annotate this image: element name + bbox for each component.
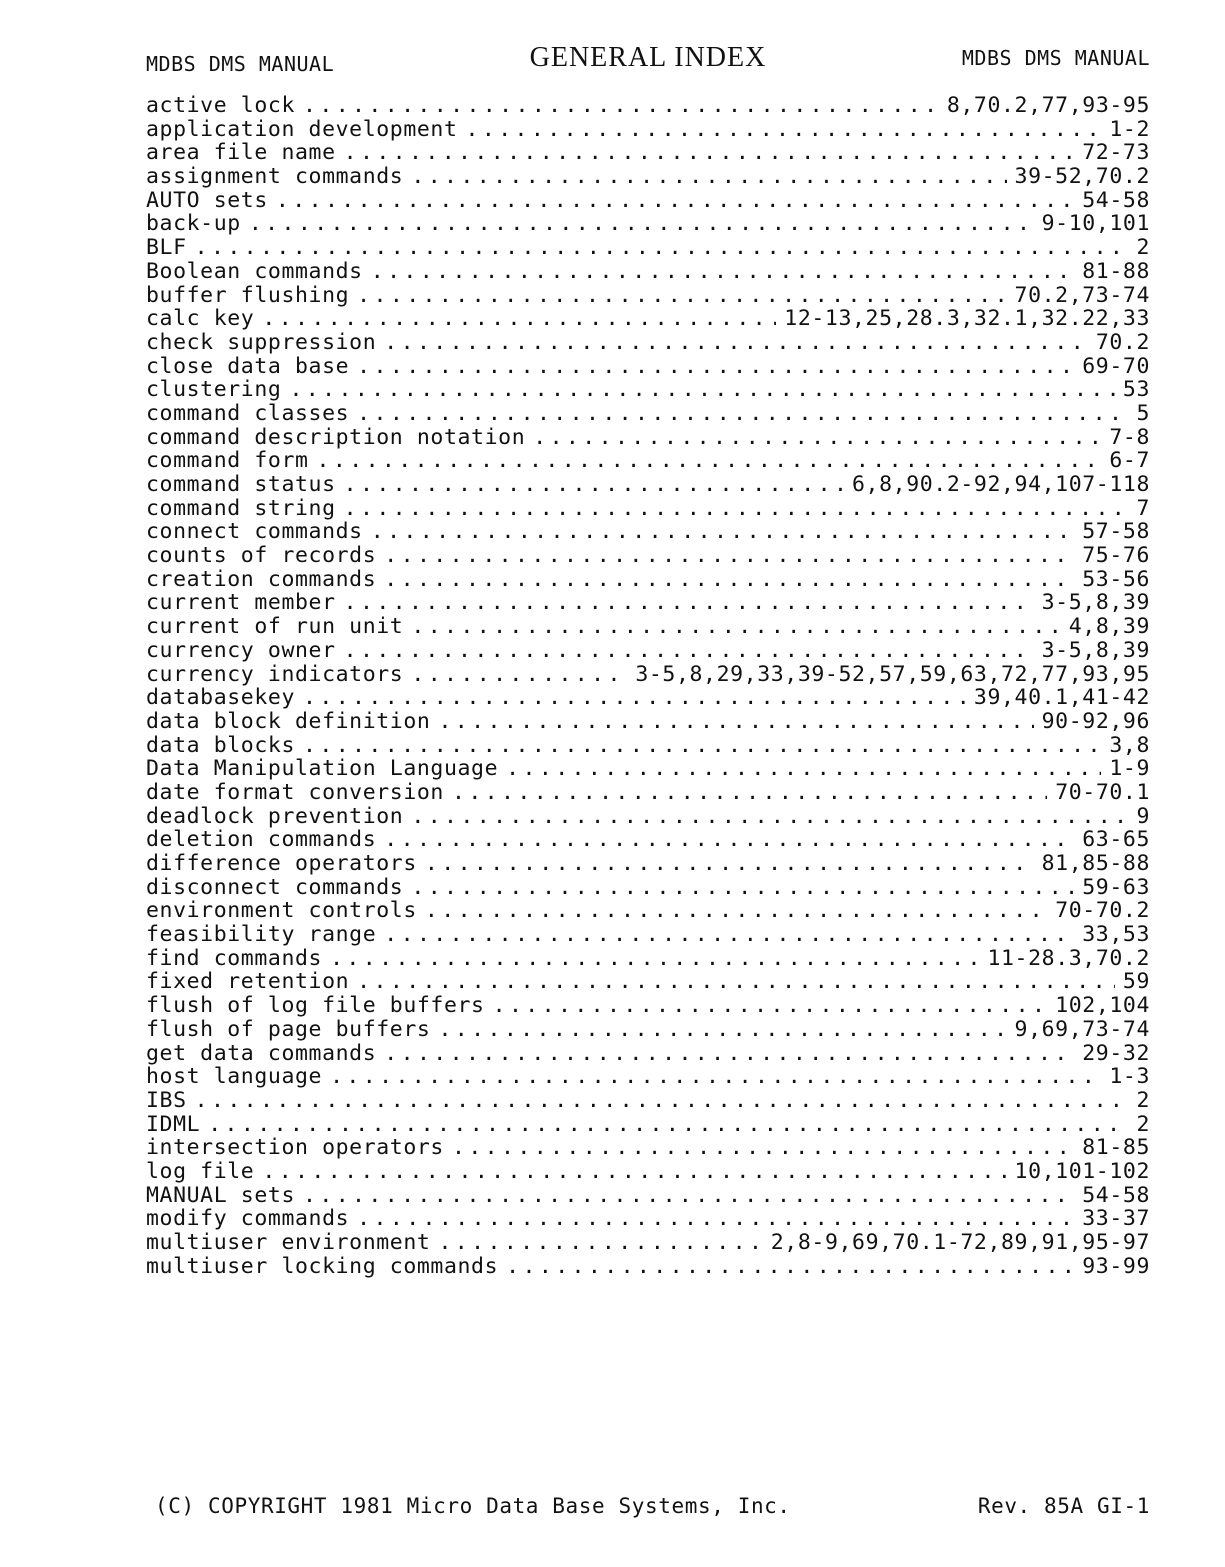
dot-leader xyxy=(384,568,1074,592)
index-entry xyxy=(146,402,1150,426)
dot-leader xyxy=(411,663,627,687)
index-entry xyxy=(146,828,1150,852)
index-entry xyxy=(146,686,1150,710)
dot-leader xyxy=(357,402,1128,426)
dot-leader xyxy=(344,497,1129,521)
index-entry xyxy=(146,331,1150,355)
index-page-refs: 9,69,73-74 xyxy=(1014,1017,1150,1042)
index-page-refs: 102,104 xyxy=(1055,994,1150,1018)
index-entry xyxy=(146,141,1150,165)
page-footer xyxy=(155,1494,1150,1524)
dot-leader xyxy=(452,781,1047,805)
index-page-refs: 39,40.1,41-42 xyxy=(973,686,1150,710)
index-term: command status xyxy=(146,473,336,497)
index-entry xyxy=(146,970,1150,994)
index-page-refs: 90-92,96 xyxy=(1041,709,1150,734)
page-header xyxy=(146,42,1150,82)
dot-leader xyxy=(371,520,1075,544)
index-entry xyxy=(146,805,1150,829)
dot-leader xyxy=(262,307,776,331)
dot-leader xyxy=(384,923,1074,947)
index-term: current member xyxy=(146,591,336,616)
index-page-refs: 33-37 xyxy=(1082,1207,1150,1231)
index-term: assignment commands xyxy=(146,165,404,189)
dot-leader xyxy=(411,615,1060,639)
index-term: Data Manipulation Language xyxy=(146,757,499,781)
index-page-refs: 75-76 xyxy=(1082,544,1150,568)
index-entry xyxy=(146,899,1150,923)
index-entry xyxy=(146,852,1150,876)
index-entry xyxy=(146,497,1150,521)
index-entry xyxy=(146,520,1150,544)
dot-leader xyxy=(344,591,1034,615)
index-page-refs: 6,8,90.2-92,94,107-118 xyxy=(852,473,1150,497)
index-page-refs: 59-63 xyxy=(1082,875,1150,900)
index-term: data block definition xyxy=(146,709,431,734)
index-page-refs: 8,70.2,77,93-95 xyxy=(946,94,1150,118)
index-page-refs: 70-70.2 xyxy=(1055,899,1150,924)
index-entry xyxy=(146,710,1150,734)
dot-leader xyxy=(289,378,1114,402)
index-term: modify commands xyxy=(146,1207,350,1231)
index-term: currency owner xyxy=(146,638,336,663)
index-term: command form xyxy=(146,449,309,473)
index-entry xyxy=(146,212,1150,236)
index-entry xyxy=(146,260,1150,284)
index-entry xyxy=(146,1207,1150,1231)
index-term: command string xyxy=(146,496,336,521)
dot-leader xyxy=(384,1042,1074,1066)
dot-leader xyxy=(317,449,1102,473)
header-left-manual-name: MDBS DMS MANUAL xyxy=(146,52,335,76)
index-page-refs: 70.2 xyxy=(1095,330,1150,355)
dot-leader xyxy=(384,544,1074,568)
header-right-manual-name: MDBS DMS MANUAL xyxy=(961,46,1150,70)
dot-leader xyxy=(276,189,1074,213)
dot-leader xyxy=(466,118,1102,142)
index-page-refs: 81-88 xyxy=(1082,259,1150,284)
index-term: MANUAL sets xyxy=(146,1183,295,1208)
index-page-refs: 3,8 xyxy=(1109,733,1150,758)
index-term: connect commands xyxy=(146,520,363,545)
index-page-refs: 81,85-88 xyxy=(1041,852,1150,876)
index-page-refs: 54-58 xyxy=(1082,188,1150,213)
dot-leader xyxy=(303,1184,1074,1208)
index-term: area file name xyxy=(146,141,336,166)
index-page-refs: 69-70 xyxy=(1082,354,1150,379)
index-term: command classes xyxy=(146,401,350,426)
dot-leader xyxy=(411,805,1128,829)
index-entry xyxy=(146,236,1150,260)
index-entry xyxy=(146,568,1150,592)
dot-leader xyxy=(411,876,1074,900)
index-list xyxy=(146,94,1150,1278)
index-term: log file xyxy=(146,1159,255,1184)
index-page-refs: 7-8 xyxy=(1109,425,1150,450)
index-page-refs: 70.2,73-74 xyxy=(1014,283,1150,308)
index-term: databasekey xyxy=(146,686,295,710)
index-page-refs: 10,101-102 xyxy=(1014,1159,1150,1184)
index-entry xyxy=(146,734,1150,758)
dot-leader xyxy=(384,331,1088,355)
index-term: command description notation xyxy=(146,425,526,450)
index-entry xyxy=(146,757,1150,781)
index-entry xyxy=(146,1184,1150,1208)
index-page-refs: 3-5,8,39 xyxy=(1041,638,1150,663)
index-entry xyxy=(146,1160,1150,1184)
index-page-refs: 2 xyxy=(1136,1112,1150,1137)
dot-leader xyxy=(195,236,1129,260)
index-entry xyxy=(146,1113,1150,1137)
index-page-refs: 9 xyxy=(1136,804,1150,829)
dot-leader xyxy=(303,734,1101,758)
index-entry xyxy=(146,355,1150,379)
index-entry xyxy=(146,663,1150,687)
index-term: active lock xyxy=(146,94,295,118)
dot-leader xyxy=(438,1231,762,1255)
index-page-refs: 53 xyxy=(1122,378,1150,402)
index-entry xyxy=(146,449,1150,473)
index-term: deletion commands xyxy=(146,828,377,852)
dot-leader xyxy=(208,1113,1128,1137)
dot-leader xyxy=(195,1089,1129,1113)
index-entry xyxy=(146,639,1150,663)
index-page-refs: 1-3 xyxy=(1109,1065,1150,1089)
index-term: multiuser environment xyxy=(146,1231,431,1255)
index-term: flush of log file buffers xyxy=(146,994,485,1018)
page-title: GENERAL INDEX xyxy=(529,42,767,73)
index-page-refs: 4,8,39 xyxy=(1068,615,1150,639)
dot-leader xyxy=(533,426,1101,450)
index-page-refs: 57-58 xyxy=(1082,520,1150,545)
index-page-refs: 53-56 xyxy=(1082,567,1150,592)
dot-leader xyxy=(357,970,1115,994)
index-term: data blocks xyxy=(146,733,295,758)
dot-leader xyxy=(357,1207,1074,1231)
dot-leader xyxy=(303,686,966,710)
index-page-refs: 9-10,101 xyxy=(1041,212,1150,237)
index-term: creation commands xyxy=(146,567,377,592)
index-entry xyxy=(146,165,1150,189)
index-entry xyxy=(146,544,1150,568)
index-entry xyxy=(146,1089,1150,1113)
index-term: BLF xyxy=(146,236,187,260)
index-term: flush of page buffers xyxy=(146,1017,431,1042)
index-term: calc key xyxy=(146,307,255,331)
index-term: disconnect commands xyxy=(146,875,404,900)
dot-leader xyxy=(344,639,1034,663)
dot-leader xyxy=(344,141,1075,165)
index-page-refs: 2 xyxy=(1136,236,1150,260)
dot-leader xyxy=(493,994,1048,1018)
index-entry xyxy=(146,1042,1150,1066)
index-page-refs: 1-9 xyxy=(1109,757,1150,781)
index-term: fixed retention xyxy=(146,970,350,995)
index-entry xyxy=(146,189,1150,213)
dot-leader xyxy=(411,165,1006,189)
index-term: environment controls xyxy=(146,899,417,924)
index-entry xyxy=(146,876,1150,900)
index-term: buffer flushing xyxy=(146,283,350,308)
revision-page-number: Rev. 85A GI-1 xyxy=(977,1494,1150,1518)
index-entry xyxy=(146,1255,1150,1279)
index-term: check suppression xyxy=(146,330,377,355)
index-entry xyxy=(146,118,1150,142)
dot-leader xyxy=(344,473,844,497)
index-entry xyxy=(146,426,1150,450)
dot-leader xyxy=(357,284,1006,308)
index-page-refs: 93-99 xyxy=(1082,1254,1150,1279)
index-entry xyxy=(146,284,1150,308)
index-entry xyxy=(146,994,1150,1018)
index-page-refs: 6-7 xyxy=(1109,449,1150,473)
index-entry xyxy=(146,307,1150,331)
index-page-refs: 72-73 xyxy=(1082,141,1150,166)
index-term: application development xyxy=(146,117,458,142)
dot-leader xyxy=(249,212,1034,236)
index-term: date format conversion xyxy=(146,780,444,805)
dot-leader xyxy=(330,947,979,971)
index-page-refs: 81-85 xyxy=(1082,1136,1150,1160)
dot-leader xyxy=(357,355,1074,379)
index-page-refs: 59 xyxy=(1122,970,1150,995)
index-entry xyxy=(146,923,1150,947)
index-term: get data commands xyxy=(146,1041,377,1066)
index-term: deadlock prevention xyxy=(146,804,404,829)
dot-leader xyxy=(438,1018,1006,1042)
index-entry xyxy=(146,615,1150,639)
index-page-refs: 1-2 xyxy=(1109,117,1150,142)
index-term: back-up xyxy=(146,212,241,237)
index-term: IDML xyxy=(146,1112,201,1137)
index-page-refs: 33,53 xyxy=(1082,923,1150,947)
index-term: clustering xyxy=(146,378,282,402)
index-entry xyxy=(146,94,1150,118)
index-term: current of run unit xyxy=(146,615,404,639)
dot-leader xyxy=(438,710,1033,734)
dot-leader xyxy=(506,1255,1074,1279)
index-entry xyxy=(146,378,1150,402)
dot-leader xyxy=(425,899,1047,923)
dot-leader xyxy=(425,852,1034,876)
dot-leader xyxy=(506,757,1101,781)
index-entry xyxy=(146,1018,1150,1042)
index-page-refs: 54-58 xyxy=(1082,1183,1150,1208)
index-term: difference operators xyxy=(146,852,417,876)
dot-leader xyxy=(262,1160,1006,1184)
index-page-refs: 7 xyxy=(1136,496,1150,521)
copyright-notice: (C) COPYRIGHT 1981 Micro Data Base Systems, Inc. xyxy=(155,1494,791,1518)
index-page-refs: 63-65 xyxy=(1082,828,1150,852)
index-page-refs: 12-13,25,28.3,32.1,32.22,33 xyxy=(784,307,1150,331)
index-entry xyxy=(146,1065,1150,1089)
index-entry xyxy=(146,591,1150,615)
index-term: AUTO sets xyxy=(146,188,268,213)
index-term: currency indicators xyxy=(146,662,404,687)
index-entry xyxy=(146,1231,1150,1255)
dot-leader xyxy=(452,1136,1074,1160)
index-page-refs: 70-70.1 xyxy=(1055,780,1150,805)
index-page-refs: 3-5,8,29,33,39-52,57,59,63,72,77,93,95 xyxy=(635,662,1150,687)
index-entry xyxy=(146,947,1150,971)
index-entry xyxy=(146,473,1150,497)
index-term: multiuser locking commands xyxy=(146,1254,499,1279)
index-page-refs: 2 xyxy=(1136,1088,1150,1113)
index-page-refs: 3-5,8,39 xyxy=(1041,591,1150,616)
index-page-refs: 2,8-9,69,70.1-72,89,91,95-97 xyxy=(770,1231,1150,1255)
index-term: find commands xyxy=(146,946,323,971)
index-entry xyxy=(146,781,1150,805)
dot-leader xyxy=(330,1065,1101,1089)
dot-leader xyxy=(371,260,1075,284)
index-term: close data base xyxy=(146,354,350,379)
index-page-refs: 11-28.3,70.2 xyxy=(987,946,1150,971)
index-term: IBS xyxy=(146,1088,187,1113)
index-page-refs: 29-32 xyxy=(1082,1041,1150,1066)
index-term: intersection operators xyxy=(146,1136,444,1160)
index-entry xyxy=(146,1136,1150,1160)
index-term: host language xyxy=(146,1065,323,1089)
index-term: counts of records xyxy=(146,544,377,568)
index-page-refs: 5 xyxy=(1136,401,1150,426)
dot-leader xyxy=(384,828,1074,852)
index-term: feasibility range xyxy=(146,923,377,947)
index-term: Boolean commands xyxy=(146,259,363,284)
index-page-refs: 39-52,70.2 xyxy=(1014,165,1150,189)
dot-leader xyxy=(303,94,939,118)
